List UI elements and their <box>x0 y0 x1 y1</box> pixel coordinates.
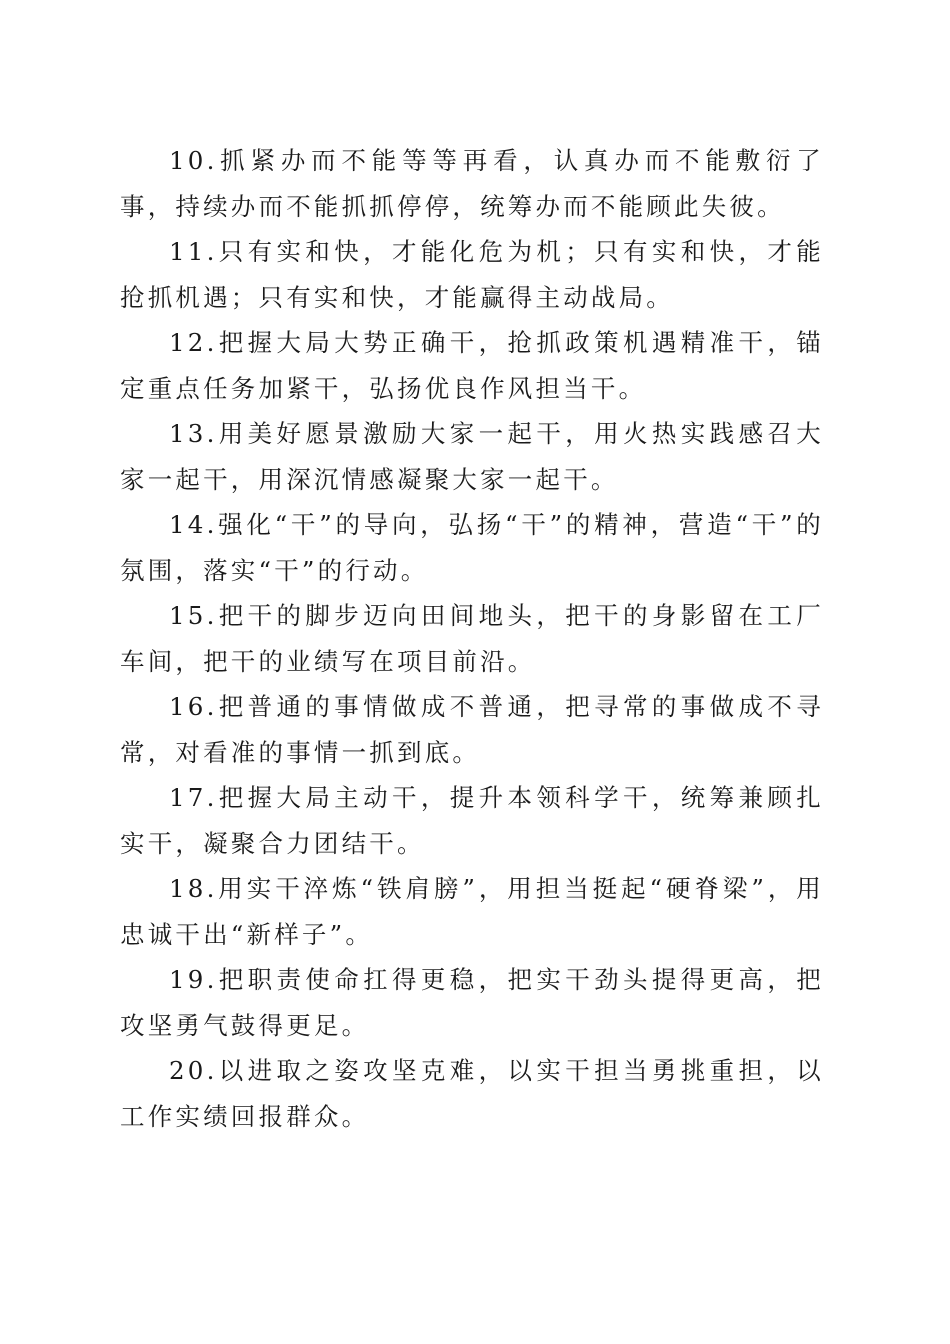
paragraph-17: 17.把握大局主动干，提升本领科学干，统筹兼顾扎实干，凝聚合力团结干。 <box>120 783 824 858</box>
paragraph-20: 20.以进取之姿攻坚克难，以实干担当勇挑重担，以工作实绩回报群众。 <box>120 1056 824 1131</box>
document-body <box>120 138 824 1139</box>
paragraph-13: 13.用美好愿景激励大家一起干，用火热实践感召大家一起干，用深沉情感凝聚大家一起干。 <box>120 419 824 494</box>
paragraph-18: 18.用实干淬炼“铁肩膀”，用担当挺起“硬脊梁”，用忠诚干出“新样子”。 <box>120 874 824 949</box>
paragraph-14: 14.强化“干”的导向，弘扬“干”的精神，营造“干”的氛围，落实“干”的行动。 <box>120 510 824 585</box>
paragraph-10: 10.抓紧办而不能等等再看，认真办而不能敷衍了事，持续办而不能抓抓停停，统筹办而不能顾此失彼。 <box>120 146 824 221</box>
paragraph-16: 16.把普通的事情做成不普通，把寻常的事做成不寻常，对看准的事情一抓到底。 <box>120 692 824 767</box>
paragraph-15: 15.把干的脚步迈向田间地头，把干的身影留在工厂车间，把干的业绩写在项目前沿。 <box>120 601 824 676</box>
paragraph-11: 11.只有实和快，才能化危为机；只有实和快，才能抢抓机遇；只有实和快，才能赢得主动战局。 <box>120 237 824 312</box>
paragraph-19: 19.把职责使命扛得更稳，把实干劲头提得更高，把攻坚勇气鼓得更足。 <box>120 965 824 1040</box>
paragraph-12: 12.把握大局大势正确干，抢抓政策机遇精准干，锚定重点任务加紧干，弘扬优良作风担当干。 <box>120 328 824 403</box>
